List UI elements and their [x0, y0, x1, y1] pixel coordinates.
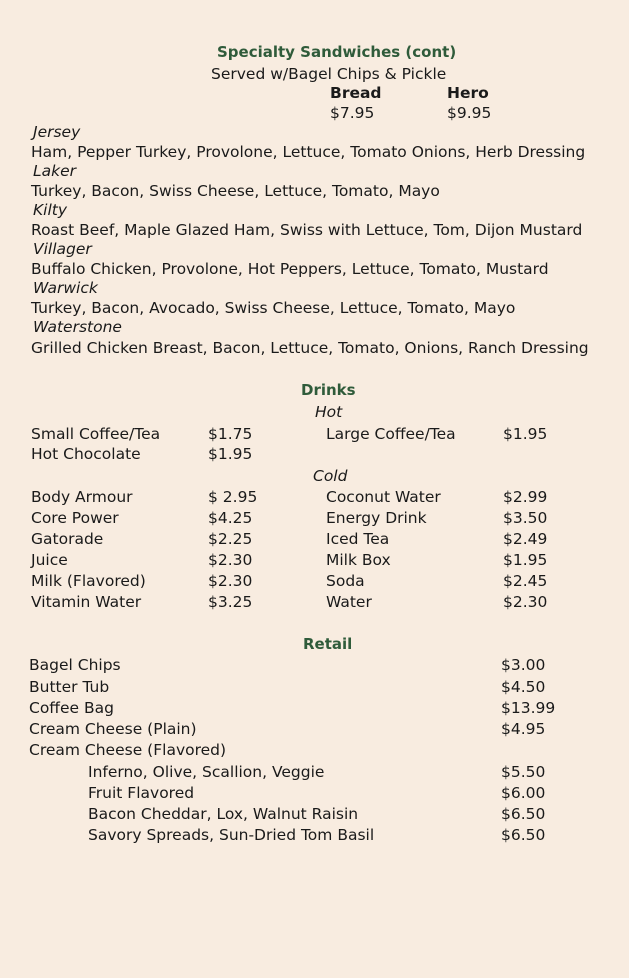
retail-subitem-price: $6.00 — [501, 784, 546, 802]
drink-name: Water — [326, 593, 372, 611]
drink-name: Vitamin Water — [31, 593, 142, 611]
hero-price: $9.95 — [447, 104, 492, 122]
sandwiches-title: Specialty Sandwiches (cont) — [217, 43, 457, 61]
drink-name: Core Power — [31, 509, 119, 527]
drink-price: $1.75 — [208, 425, 253, 443]
drink-name: Gatorade — [31, 530, 104, 548]
retail-item-name: Coffee Bag — [29, 699, 114, 717]
bread-label: Bread — [330, 84, 382, 102]
retail-subitem-price: $5.50 — [501, 763, 546, 781]
bread-price: $7.95 — [330, 104, 375, 122]
sandwich-desc: Grilled Chicken Breast, Bacon, Lettuce, Tomato, Onions, Ranch Dressing — [31, 339, 589, 357]
retail-subitem-name: Fruit Flavored — [88, 784, 195, 802]
retail-title: Retail — [303, 635, 353, 653]
sandwich-name: Waterstone — [33, 318, 122, 336]
drink-price: $ 2.95 — [208, 488, 258, 506]
drink-name: Juice — [31, 551, 68, 569]
sandwich-name: Warwick — [33, 279, 98, 297]
retail-item-price: $4.50 — [501, 678, 546, 696]
retail-item-name: Cream Cheese (Plain) — [29, 720, 197, 738]
drink-name: Milk Box — [326, 551, 391, 569]
drink-name: Body Armour — [31, 488, 133, 506]
retail-item-name: Bagel Chips — [29, 656, 121, 674]
sandwich-desc: Ham, Pepper Turkey, Provolone, Lettuce, Tomato Onions, Herb Dressing — [31, 143, 586, 161]
retail-item-name: Butter Tub — [29, 678, 110, 696]
drink-price: $1.95 — [208, 445, 253, 463]
drink-name: Soda — [326, 572, 365, 590]
retail-subitem-name: Savory Spreads, Sun-Dried Tom Basil — [88, 826, 375, 844]
sandwich-name: Jersey — [33, 123, 81, 141]
drink-price: $2.49 — [503, 530, 548, 548]
retail-item-name: Cream Cheese (Flavored) — [29, 741, 227, 759]
retail-subitem-name: Inferno, Olive, Scallion, Veggie — [88, 763, 325, 781]
retail-subitem-name: Bacon Cheddar, Lox, Walnut Raisin — [88, 805, 359, 823]
sandwich-desc: Buffalo Chicken, Provolone, Hot Peppers, Lettuce, Tomato, Mustard — [31, 260, 549, 278]
drink-price: $2.30 — [208, 551, 253, 569]
cold-label: Cold — [313, 467, 348, 485]
drink-price: $2.99 — [503, 488, 548, 506]
drink-name: Milk (Flavored) — [31, 572, 146, 590]
retail-item-price: $4.95 — [501, 720, 546, 738]
retail-item-price: $3.00 — [501, 656, 546, 674]
sandwich-desc: Turkey, Bacon, Avocado, Swiss Cheese, Lettuce, Tomato, Mayo — [31, 299, 516, 317]
retail-item-price: $13.99 — [501, 699, 556, 717]
drink-price: $2.45 — [503, 572, 548, 590]
drink-name: Energy Drink — [326, 509, 427, 527]
drink-price: $2.30 — [503, 593, 548, 611]
sandwich-name: Laker — [33, 162, 77, 180]
drink-price: $1.95 — [503, 425, 548, 443]
sandwich-name: Villager — [33, 240, 92, 258]
drink-name: Hot Chocolate — [31, 445, 141, 463]
retail-subitem-price: $6.50 — [501, 826, 546, 844]
sandwich-desc: Roast Beef, Maple Glazed Ham, Swiss with Lettuce, Tom, Dijon Mustard — [31, 221, 583, 239]
drink-name: Iced Tea — [326, 530, 390, 548]
sandwich-desc: Turkey, Bacon, Swiss Cheese, Lettuce, Tomato, Mayo — [31, 182, 440, 200]
sandwich-name: Kilty — [33, 201, 68, 219]
drink-price: $2.25 — [208, 530, 253, 548]
retail-subitem-price: $6.50 — [501, 805, 546, 823]
drink-name: Large Coffee/Tea — [326, 425, 456, 443]
sandwiches-subtitle: Served w/Bagel Chips & Pickle — [211, 65, 447, 83]
hot-label: Hot — [315, 403, 343, 421]
drinks-title: Drinks — [301, 381, 356, 399]
drink-price: $1.95 — [503, 551, 548, 569]
hero-label: Hero — [447, 84, 489, 102]
drink-price: $2.30 — [208, 572, 253, 590]
drink-price: $3.25 — [208, 593, 253, 611]
drink-price: $3.50 — [503, 509, 548, 527]
drink-name: Coconut Water — [326, 488, 441, 506]
drink-price: $4.25 — [208, 509, 253, 527]
drink-name: Small Coffee/Tea — [31, 425, 161, 443]
